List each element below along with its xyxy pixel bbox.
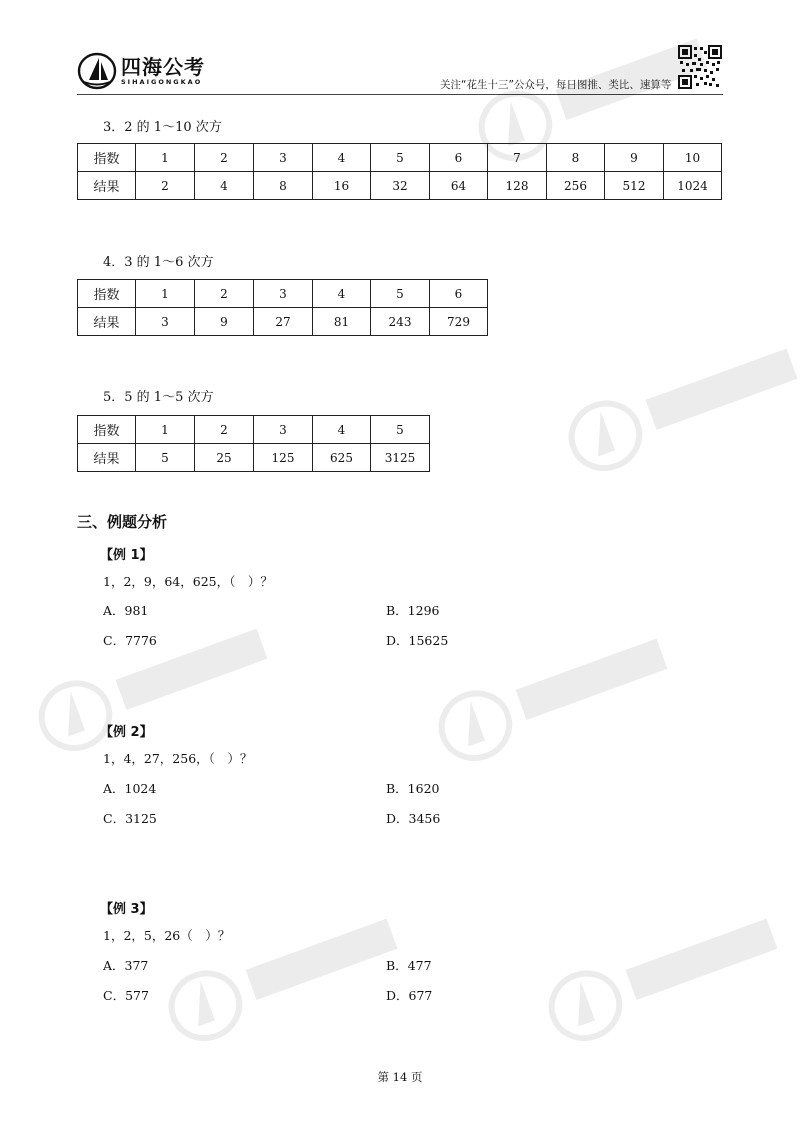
exponent-cell: 5 [371,416,430,444]
result-cell: 243 [371,308,430,336]
watermark-logo-icon [532,888,800,1061]
exponent-cell: 1 [136,416,195,444]
example-2-option-a: A．1024 [103,781,157,796]
row-label-result: 结果 [78,172,136,200]
header-tagline: 关注“花生十三”公众号，每日图推、类比、速算等 [440,79,672,91]
result-cell: 3125 [371,444,430,472]
result-cell: 32 [371,172,430,200]
table-row-exponents [78,144,722,172]
example-2-question: 1，4，27，256，（ ）？ [103,751,253,766]
example-1-option-c: C．7776 [103,633,157,648]
row-label-exponent: 指数 [78,144,136,172]
exponent-cell: 9 [605,144,664,172]
header-divider [77,94,723,95]
result-cell: 27 [254,308,313,336]
table-row-exponents [78,416,430,444]
example-1-title: 【例 1】 [100,548,153,563]
exponent-cell: 2 [195,416,254,444]
sailboat-logo-icon [77,52,117,90]
section-title-powers-of-2: 3．2 的 1～10 次方 [103,120,222,135]
row-label-result: 结果 [78,308,136,336]
example-3-option-b: B．477 [386,958,432,973]
exponent-cell: 3 [254,416,313,444]
example-2-option-d: D．3456 [386,811,441,826]
powers-of-3-table [77,279,488,336]
result-cell: 81 [313,308,371,336]
example-1-option-b: B．1296 [386,603,440,618]
watermark-logo-icon [422,608,697,781]
exponent-cell: 4 [313,416,371,444]
row-label-exponent: 指数 [78,416,136,444]
example-2-title: 【例 2】 [100,725,153,740]
result-cell: 3 [136,308,195,336]
logo-chinese-text: 四海公考 [121,54,205,79]
result-cell: 8 [254,172,313,200]
result-cell: 5 [136,444,195,472]
example-3-option-d: D．677 [386,988,433,1003]
brand-logo [77,52,205,90]
watermark-logo-icon [152,888,427,1061]
result-cell: 125 [254,444,313,472]
exponent-cell: 5 [371,280,430,308]
table-row-results [78,172,722,200]
result-cell: 512 [605,172,664,200]
result-cell: 64 [430,172,488,200]
exponent-cell: 7 [488,144,547,172]
table-row-exponents [78,280,488,308]
example-3-option-a: A．377 [103,958,149,973]
exponent-cell: 2 [195,144,254,172]
example-3-title: 【例 3】 [100,902,153,917]
watermark-logo-icon [22,598,297,771]
exponent-cell: 10 [664,144,722,172]
exponent-cell: 4 [313,144,371,172]
example-1-option-a: A．981 [103,603,149,618]
exponent-cell: 2 [195,280,254,308]
example-1-option-d: D．15625 [386,633,449,648]
page-number: 第 14 页 [377,1070,423,1084]
result-cell: 2 [136,172,195,200]
exponent-cell: 3 [254,144,313,172]
table-row-results [78,308,488,336]
page-header [0,0,800,100]
result-cell: 16 [313,172,371,200]
result-cell: 9 [195,308,254,336]
example-2-option-b: B．1620 [386,781,440,796]
example-3-option-c: C．577 [103,988,149,1003]
result-cell: 128 [488,172,547,200]
exponent-cell: 3 [254,280,313,308]
exponent-cell: 5 [371,144,430,172]
watermark-logo-icon [552,318,800,491]
analysis-heading: 三、例题分析 [77,513,168,531]
example-2-option-c: C．3125 [103,811,157,826]
exponent-cell: 6 [430,144,488,172]
result-cell: 729 [430,308,488,336]
result-cell: 4 [195,172,254,200]
exponent-cell: 8 [547,144,605,172]
logo-english-text: SIHAIGONGKAO [121,77,203,86]
exponent-cell: 6 [430,280,488,308]
powers-of-5-table [77,415,430,472]
section-title-powers-of-5: 5．5 的 1～5 次方 [103,390,214,405]
powers-of-2-table [77,143,722,200]
example-1-question: 1，2，9，64，625，（ ）？ [103,574,273,589]
exponent-cell: 4 [313,280,371,308]
row-label-result: 结果 [78,444,136,472]
table-row-results [78,444,430,472]
result-cell: 25 [195,444,254,472]
example-3-question: 1，2，5，26（ ）？ [103,928,231,943]
result-cell: 256 [547,172,605,200]
row-label-exponent: 指数 [78,280,136,308]
exponent-cell: 1 [136,280,195,308]
exponent-cell: 1 [136,144,195,172]
result-cell: 1024 [664,172,722,200]
qr-code-icon [678,45,722,89]
section-title-powers-of-3: 4．3 的 1～6 次方 [103,255,214,270]
result-cell: 625 [313,444,371,472]
